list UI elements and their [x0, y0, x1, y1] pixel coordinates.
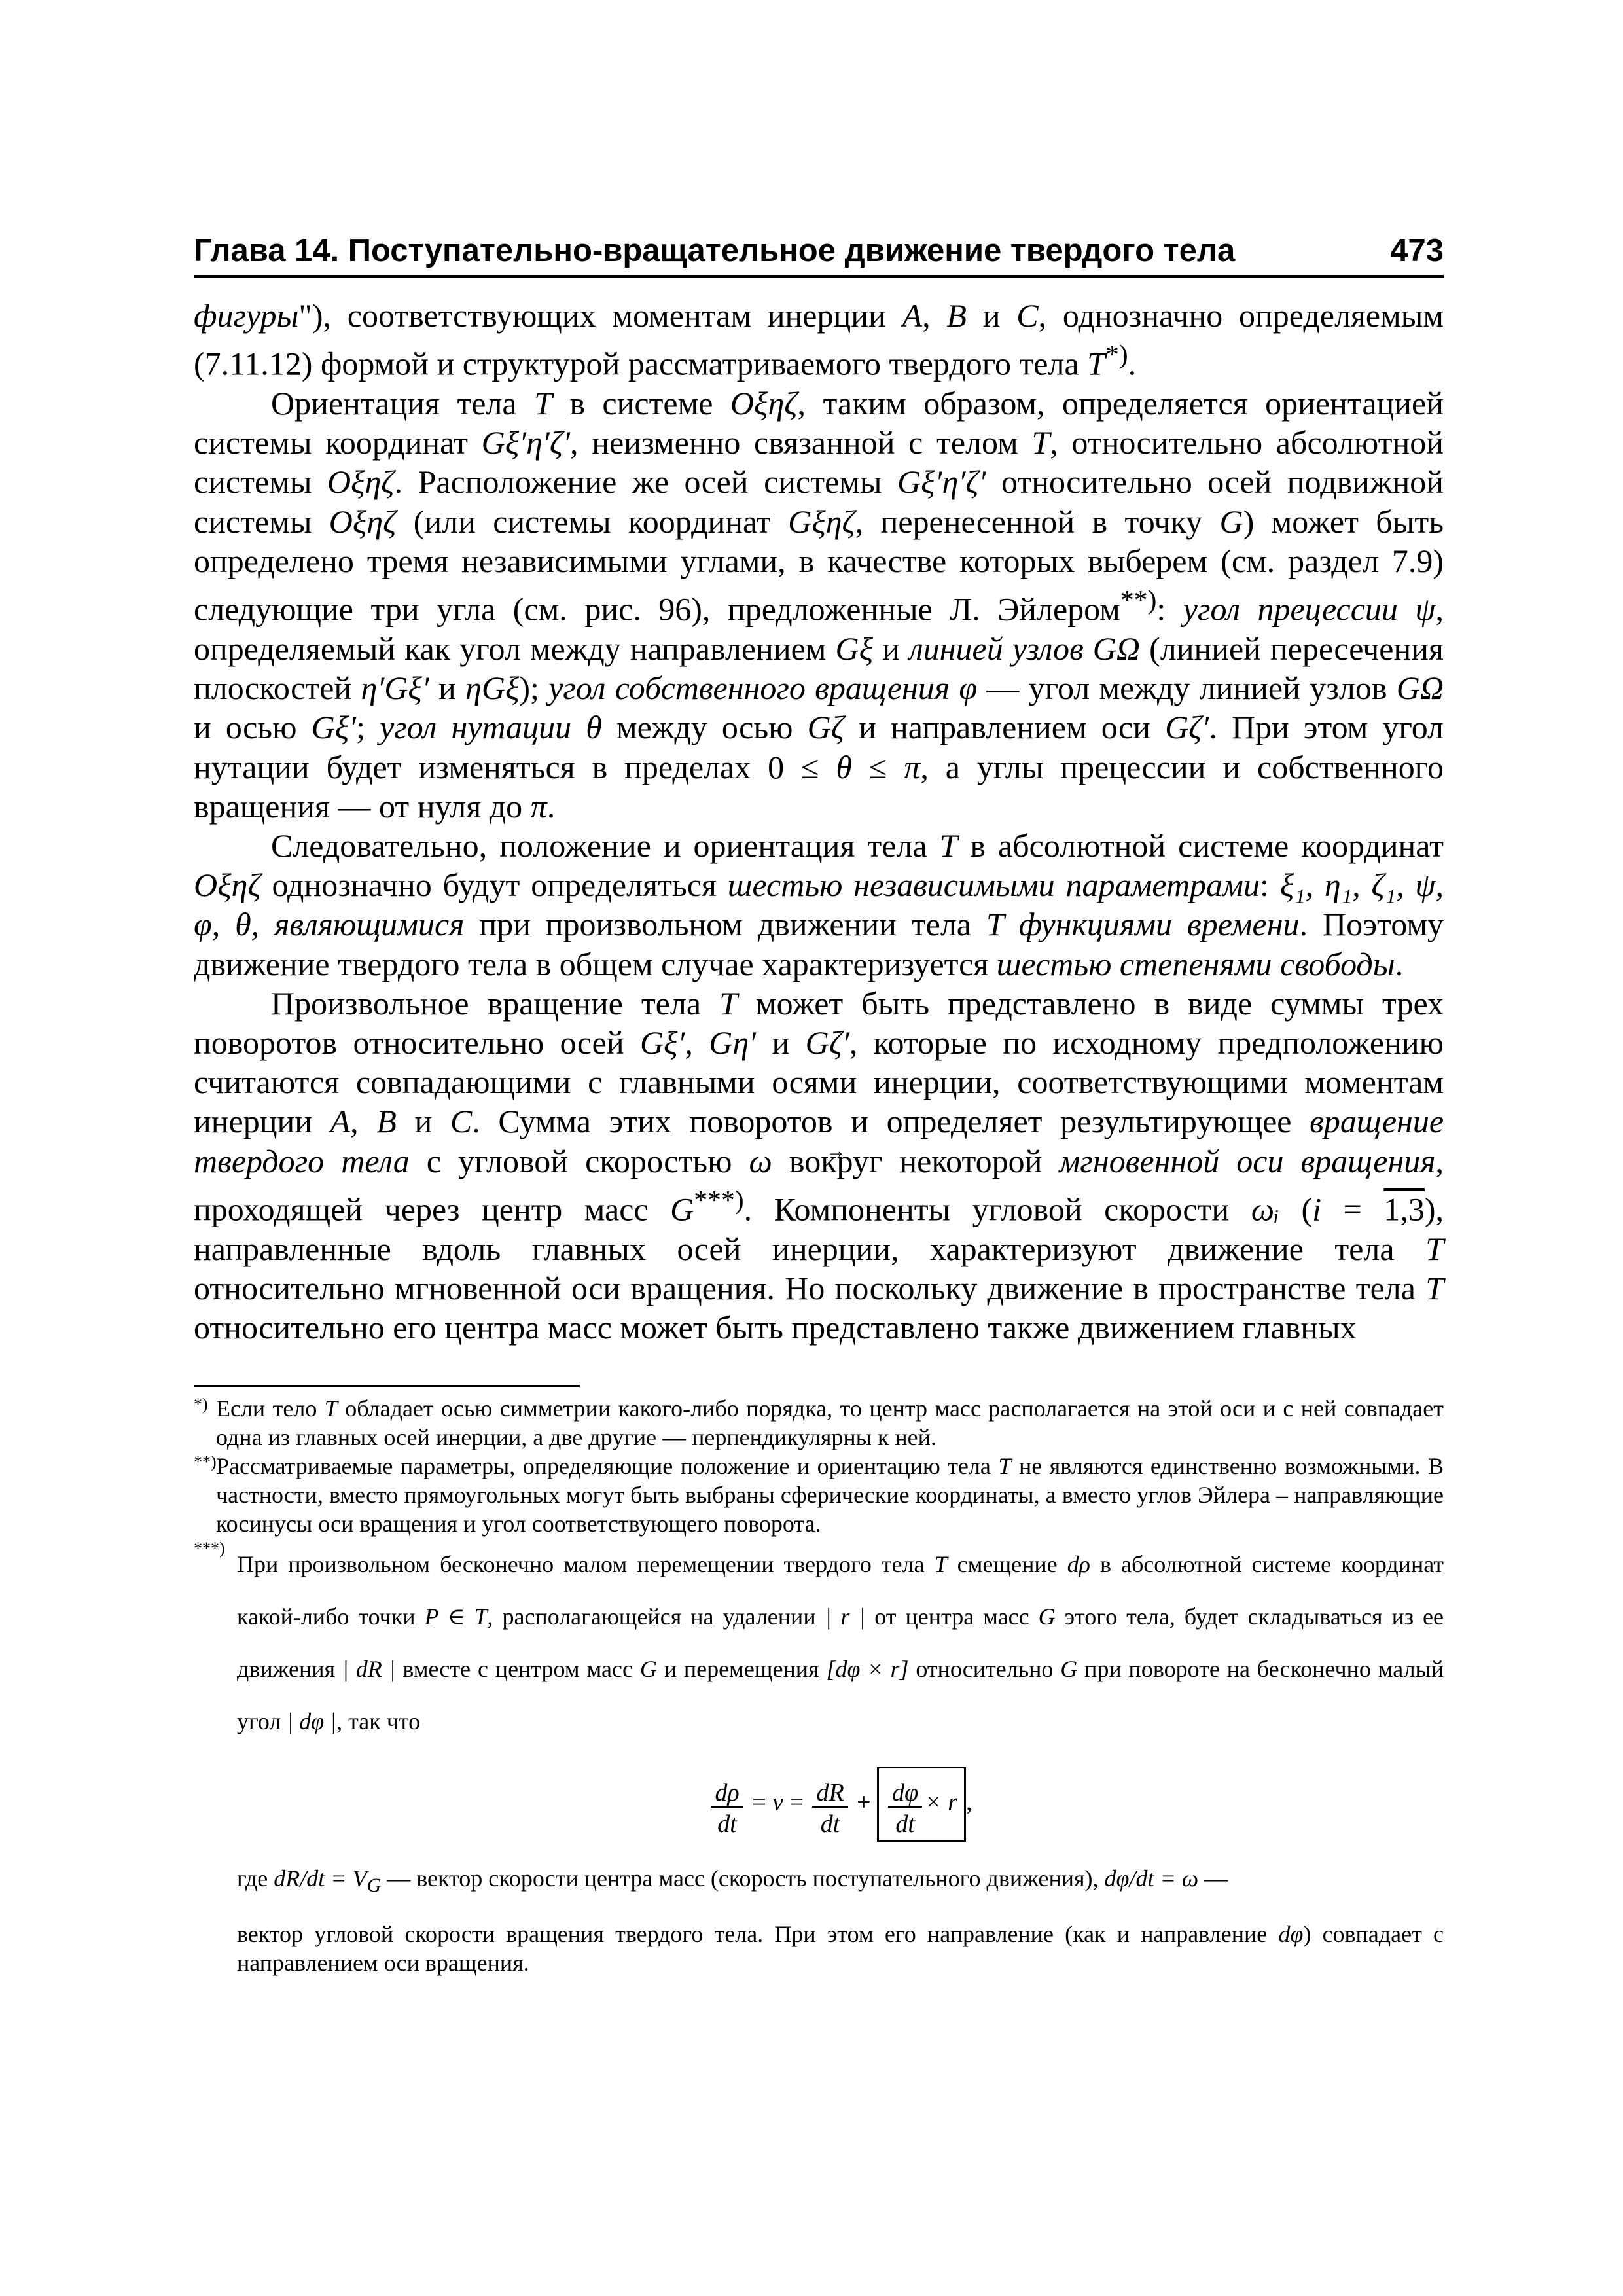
text-run: .	[1395, 945, 1404, 982]
text-run: , а углы прецессии и собственного вращения — от нуля до	[194, 748, 1444, 825]
symbol: dρ	[1067, 1551, 1090, 1577]
text-run: и	[429, 670, 466, 707]
footnote-3-tail	[237, 1920, 1444, 1977]
text-run: , однозначно определяемым (7.11.12) формой и структурой рассматриваемого твердого тела	[194, 297, 1444, 382]
symbol: 1,3	[1383, 1191, 1425, 1228]
footnote-mark: *)	[194, 1395, 208, 1414]
symbol: θ	[836, 748, 852, 785]
equals-sign: =	[789, 1788, 804, 1816]
symbol: π	[904, 748, 921, 785]
text-run: — вектор скорости центра масс (скорость поступательного движения),	[381, 1865, 1105, 1892]
symbol: ηGξ	[465, 670, 520, 707]
text-run: и	[966, 297, 1017, 334]
paragraph-1	[194, 296, 1444, 384]
symbol: dφ/dt = ω	[1104, 1865, 1199, 1892]
text-run: и осью	[194, 709, 312, 746]
symbol: C	[1016, 297, 1039, 334]
symbol: Gζ′	[805, 1024, 849, 1061]
term: вращение твердого тела	[194, 1103, 1444, 1179]
symbol: Gξ′, Gη′	[639, 1024, 757, 1061]
symbol: η′Gξ′	[361, 670, 429, 707]
text-run: (или системы координат	[396, 503, 789, 540]
text-run: .	[546, 787, 556, 825]
symbol: T	[534, 385, 552, 422]
footnote-3-text	[237, 1538, 1444, 1748]
text-run: , располагающейся на удалении	[487, 1604, 825, 1630]
chapter-title: Глава 14. Поступательно-вращательное движение твердого тела	[194, 233, 1236, 268]
symbol: Gξ	[835, 630, 874, 667]
symbol: T	[1087, 345, 1105, 382]
symbol: ωᵢ	[1251, 1191, 1279, 1228]
symbol: P ∈ T	[424, 1604, 488, 1630]
term: шестью независимыми параметрами	[727, 867, 1260, 904]
text-run: :	[1156, 590, 1183, 628]
text-run: . Поэтому движение твердого тела в общем случае характеризуется	[194, 906, 1444, 982]
text-run: в абсолютной системе координат какой-либо точки	[237, 1551, 1444, 1630]
text-run: относительно его центра масс может быть представлено также движением главных	[194, 1309, 1357, 1346]
text-run: ;	[356, 709, 380, 746]
denominator: dt	[895, 1810, 915, 1838]
text-run: );	[519, 670, 549, 707]
text-run: от центра масс	[865, 1604, 1039, 1630]
term: шестью степенями свободы	[996, 945, 1395, 982]
symbol: B	[946, 297, 967, 334]
symbol: T	[1425, 1230, 1444, 1267]
term: T функциями времени	[986, 906, 1300, 943]
symbol: T	[1425, 1269, 1444, 1306]
fraction	[888, 1772, 922, 1837]
text-run: может быть представлено в виде суммы трех поворотов относительно осей	[194, 984, 1444, 1061]
fraction	[711, 1772, 743, 1837]
numerator: dρ	[711, 1772, 743, 1808]
footnote-mark: **)	[194, 1452, 217, 1471]
text-run: Ориентация тела	[271, 385, 535, 422]
paragraph-2	[194, 384, 1444, 826]
symbol: i	[1312, 1191, 1322, 1228]
paragraph-3	[194, 826, 1444, 984]
text-run: , перенесенной в точку	[855, 503, 1220, 540]
text-run: обладает осью симметрии какого-либо порядка, то центр масс располагается на этой оси и с ней совпадает одна из главных осей инерции, а две другие — перпендикулярны к ней.	[216, 1395, 1444, 1450]
term: угол прецессии ψ	[1183, 590, 1436, 628]
text-run: не являются единственно возможными. В частности, вместо прямоугольных могут быть выбраны сферические координаты, а вместо углов Эйлера – направляющие косинусы оси вращения и угол соответствующего поворота.	[216, 1453, 1444, 1537]
symbol: Oξηζ	[194, 867, 261, 904]
footnote-ref: ***)	[694, 1185, 744, 1215]
text-run: , неизменно связанной с телом	[570, 424, 1032, 461]
text-run: Следовательно, положение и ориентация тела	[271, 827, 940, 864]
text-run: относительно осей подвижной системы	[194, 463, 1444, 540]
text-run: ) может быть определено тремя независимыми углами, в качестве которых выберем (см. раздел 7.9) следующие три угла (см. рис. 96), предложенные Л. Эйлером	[194, 503, 1444, 628]
velocity-formula	[237, 1767, 1444, 1842]
symbol: A	[330, 1103, 351, 1140]
term: являющимися	[274, 906, 465, 943]
symbol: G	[670, 1191, 694, 1228]
text-run: вокруг некоторой	[772, 1142, 1060, 1179]
footnote-3	[194, 1538, 1444, 1977]
main-text	[194, 296, 1444, 1347]
symbol: π	[530, 787, 547, 825]
symbol: dR/dt = V	[274, 1865, 367, 1892]
text-run: , так что	[336, 1708, 421, 1734]
numerator: dR	[812, 1772, 847, 1808]
symbol: C	[450, 1103, 473, 1140]
text-run: однозначно будут определяться	[260, 867, 728, 904]
symbol: Gξ′	[311, 709, 357, 746]
symbol: Gξηζ	[788, 503, 855, 540]
symbol: T	[934, 1551, 948, 1577]
text-run: . При этом угол нутации будет изменяться в пределах 0 ≤	[194, 709, 1444, 785]
text-run: .	[1128, 345, 1137, 382]
text-run: этого тела, будет складываться из ее движения	[237, 1604, 1444, 1682]
text-run: ,	[922, 297, 947, 334]
footnote-separator	[194, 1385, 580, 1387]
footnote-2	[194, 1452, 1444, 1538]
text-run: , проходящей через центр масс	[194, 1142, 1444, 1228]
text-run: —	[1198, 1865, 1228, 1892]
footnote-mark: ***)	[194, 1539, 225, 1558]
text-run: Рассматриваемые параметры, определяющие положение и ориентацию тела	[216, 1453, 999, 1479]
symbol: Gζ	[807, 709, 844, 746]
text-run: фигуры	[194, 297, 299, 334]
text-run: и	[873, 630, 909, 667]
page-number: 473	[1390, 233, 1444, 268]
text-run: и	[756, 1024, 806, 1061]
symbol: A	[902, 297, 923, 334]
text-run: смещение	[947, 1551, 1067, 1577]
text-run: ,	[350, 1103, 377, 1140]
footnotes	[194, 1394, 1444, 1977]
symbol: T	[998, 1453, 1012, 1479]
term: мгновенной оси вращения	[1059, 1142, 1436, 1179]
symbol: [dφ × r]	[826, 1656, 909, 1682]
term: угол собственного вращения φ	[548, 670, 978, 707]
velocity-symbol: v	[772, 1788, 783, 1816]
text-run: и перемещения	[656, 1656, 827, 1682]
text-run: :	[1259, 867, 1280, 904]
text-run: , таким образом, определяется ориентацией системы координат	[194, 385, 1444, 461]
text-run: "), соответствующих моментам инерции	[298, 297, 902, 334]
symbol: Gξ′η′ζ′	[481, 424, 571, 461]
symbol: Oξηζ	[329, 503, 397, 540]
text-run: ≤	[851, 748, 904, 785]
symbol: GΩ	[1396, 670, 1444, 707]
text-run: с угловой скоростью	[409, 1142, 749, 1179]
text-run: относительно	[908, 1656, 1061, 1682]
text-run: (линией пересечения плоскостей	[194, 630, 1444, 707]
text-run: =	[1321, 1191, 1384, 1228]
footnote-1	[194, 1394, 1444, 1452]
running-header	[194, 229, 1444, 278]
text-run: относительно мгновенной оси вращения. Но поскольку движение в пространстве тела	[194, 1269, 1426, 1306]
symbol: | r |	[825, 1604, 866, 1630]
text-run: в системе	[552, 385, 730, 422]
text-run: , определяемый как угол между направлением	[194, 590, 1444, 667]
footnote-ref: *)	[1105, 340, 1128, 370]
paragraph-4	[194, 984, 1444, 1347]
symbol: dφ	[1278, 1921, 1304, 1948]
symbol: Gζ′	[1165, 709, 1209, 746]
text-run: ), направленные вдоль главных осей инерции, характеризуют движение тела	[194, 1191, 1444, 1267]
denominator: dt	[717, 1810, 737, 1838]
numerator: dφ	[888, 1772, 922, 1808]
plus-sign: +	[857, 1788, 871, 1816]
symbol: Oξηζ	[327, 463, 395, 501]
cross-term: × r	[925, 1788, 958, 1816]
text-run: где	[237, 1865, 274, 1892]
term: линией узлов	[908, 630, 1084, 667]
footnote-ref: **)	[1120, 585, 1157, 616]
symbol: | dφ |	[287, 1708, 337, 1734]
symbol: G	[1060, 1656, 1078, 1682]
equals-sign: =	[752, 1788, 766, 1816]
symbol: ξ₁, η₁, ζ₁, ψ, φ, θ,	[194, 867, 1444, 943]
symbol: T	[719, 984, 738, 1022]
symbol: G	[1219, 503, 1243, 540]
symbol: Gξ′η′ζ′	[897, 463, 986, 501]
text-run: (	[1279, 1191, 1313, 1228]
text-run: Если тело	[216, 1395, 325, 1422]
symbol: G	[639, 1656, 657, 1682]
text-run: ) совпадает с направлением оси вращения.	[237, 1921, 1444, 1977]
symbol: Oξηζ	[730, 385, 798, 422]
denominator: dt	[820, 1810, 840, 1838]
symbol: T	[939, 827, 958, 864]
symbol: G	[1038, 1604, 1056, 1630]
text-run: между осью	[601, 709, 808, 746]
symbol: | dR |	[342, 1656, 396, 1682]
symbol: GΩ	[1083, 630, 1141, 667]
bracket-term	[877, 1767, 966, 1842]
text-run: и	[396, 1103, 450, 1140]
text-run: вместе с центром масс	[395, 1656, 640, 1682]
text-run: при произвольном движении тела	[464, 906, 986, 943]
text-run: При произвольном бесконечно малом перемещении твердого тела	[237, 1551, 935, 1577]
text-run: и направлением оси	[844, 709, 1166, 746]
text-run: . Сумма этих поворотов и определяет результирующее	[472, 1103, 1310, 1140]
text-run: вектор угловой скорости вращения твердого тела. При этом его направление (как и направление	[237, 1921, 1279, 1948]
footnote-3-where	[237, 1864, 1444, 1900]
text-run: — угол между линией узлов	[977, 670, 1397, 707]
symbol: T	[324, 1395, 338, 1422]
subscript: G	[366, 1874, 382, 1897]
term: угол нутации θ	[380, 709, 602, 746]
text-run: в абсолютной системе координат	[957, 827, 1444, 864]
text-run: . Компоненты угловой скорости	[743, 1191, 1251, 1228]
symbol: → ω	[749, 1143, 772, 1179]
text-run	[259, 906, 274, 942]
text-run: . Расположение же осей системы	[394, 463, 898, 501]
symbol: B	[376, 1103, 397, 1140]
symbol: T	[1031, 424, 1050, 461]
text-run: Произвольное вращение тела	[271, 984, 720, 1022]
text-run: , относительно абсолютной системы	[194, 424, 1444, 501]
comma: ,	[966, 1788, 972, 1816]
fraction	[812, 1772, 847, 1837]
text-run: , которые по исходному предположению считаются совпадающими с главными осями инерции, соответствующими моментам инерции	[194, 1024, 1444, 1140]
text-run: при повороте на бесконечно малый угол	[237, 1656, 1444, 1734]
